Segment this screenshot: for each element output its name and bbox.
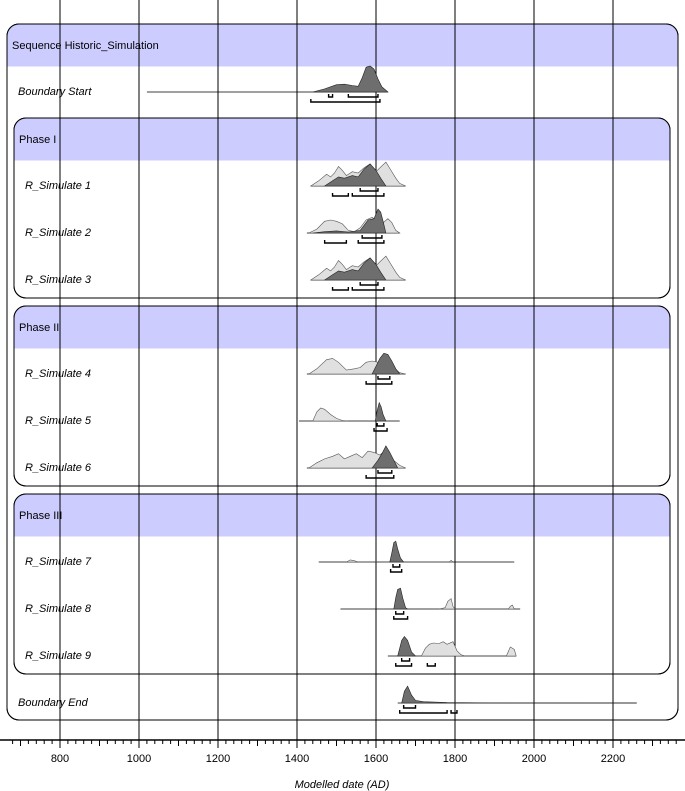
x-tick-label-1000: 1000	[126, 753, 152, 765]
x-tick-label-1200: 1200	[205, 753, 231, 765]
row-label-5: R_Simulate 4	[25, 368, 92, 380]
x-tick-label-1400: 1400	[284, 753, 310, 765]
phase-box-1-title: Phase I	[19, 134, 57, 146]
row-label-4: R_Simulate 3	[25, 274, 92, 286]
row-label-3: R_Simulate 2	[25, 227, 92, 239]
phase-box-3-title: Phase III	[19, 510, 63, 522]
row-label-10: R_Simulate 9	[25, 650, 92, 662]
row-label-7: R_Simulate 6	[25, 462, 92, 474]
x-axis-title: Modelled date (AD)	[294, 779, 390, 791]
phase-box-2-title: Phase II	[19, 322, 60, 334]
sequence-box-title: Sequence Historic_Simulation	[12, 40, 159, 52]
x-tick-label-2200: 2200	[600, 753, 626, 765]
phase-box-3-header	[15, 495, 670, 537]
row-label-8: R_Simulate 7	[25, 556, 92, 568]
phase-box-2-header	[15, 307, 670, 349]
row-label-6: R_Simulate 5	[25, 415, 92, 427]
phase-box-1-header	[15, 119, 670, 161]
row-label-11: Boundary End	[18, 697, 88, 709]
x-tick-label-1800: 1800	[442, 753, 468, 765]
row-label-2: R_Simulate 1	[25, 180, 92, 192]
phase-box-3	[14, 494, 670, 674]
x-tick-label-2000: 2000	[521, 753, 547, 765]
row-label-9: R_Simulate 8	[25, 603, 92, 615]
x-tick-label-1600: 1600	[363, 753, 389, 765]
x-tick-label-800: 800	[50, 753, 70, 765]
row-label-1: Boundary Start	[18, 86, 92, 98]
